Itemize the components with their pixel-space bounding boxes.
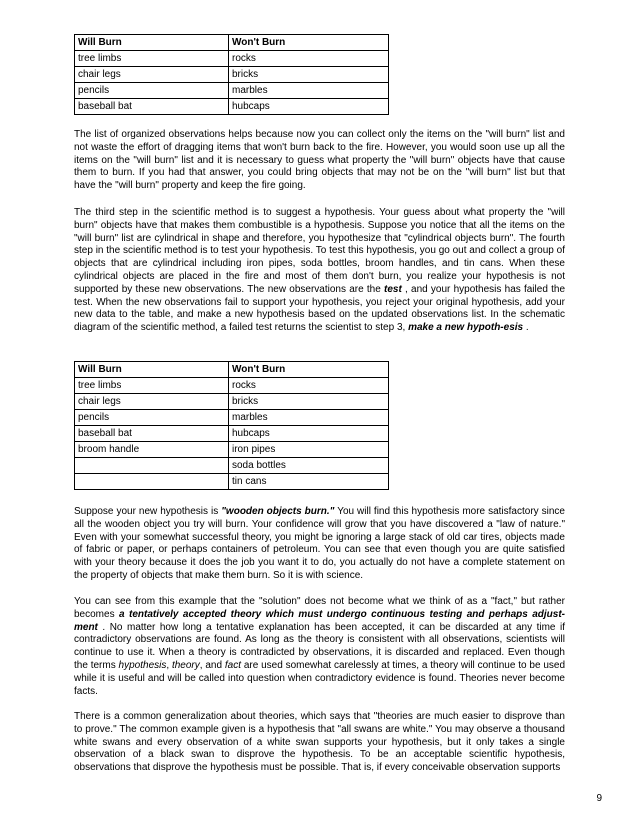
table-cell: rocks <box>229 51 389 67</box>
paragraph-swans: There is a common generalization about theories, which says that "theories are much easier to disprove than to prove." The common example given is a hypothesis that "all swans are white." You may observe a thousand white swans and every observation of a white swan supports your hypothesis, but it only takes a single observation of a black swan to disprove the hypothesis. To be an acceptable scientific hypothesis, observations that disprove the hypothesis must be possible. That is, if every conceivable observation supports <box>74 711 565 774</box>
table-row <box>75 394 389 410</box>
table-cell: soda bottles <box>229 458 389 474</box>
observations-table-2 <box>74 361 389 490</box>
table-header-will-burn: Will Burn <box>75 35 229 51</box>
table-cell: tin cans <box>229 474 389 490</box>
table-cell: marbles <box>229 410 389 426</box>
table-cell: bricks <box>229 394 389 410</box>
table-header-row <box>75 362 389 378</box>
paragraph-text: You can see from this example that the "solution" does not become what we think of as a "fact," but rather becomes <box>74 596 565 620</box>
paragraph-text: Suppose your new hypothesis is <box>74 506 222 517</box>
table-cell: iron pipes <box>229 442 389 458</box>
table-cell: bricks <box>229 67 389 83</box>
table-row <box>75 378 389 394</box>
table-row <box>75 99 389 115</box>
table-row <box>75 426 389 442</box>
table-cell-empty <box>75 458 229 474</box>
term-fact: fact <box>224 659 241 671</box>
table-cell-empty <box>75 474 229 490</box>
table-cell: chair legs <box>75 394 229 410</box>
table-row <box>75 458 389 474</box>
table-cell: baseball bat <box>75 99 229 115</box>
table-cell: baseball bat <box>75 426 229 442</box>
table-header-wont-burn: Won't Burn <box>229 35 389 51</box>
paragraph-hypothesis <box>74 207 565 335</box>
table-header-row <box>75 35 389 51</box>
paragraph-text: . <box>523 322 529 334</box>
table-cell: chair legs <box>75 67 229 83</box>
paragraph-wooden-objects <box>74 506 565 583</box>
observations-table-1 <box>74 34 389 115</box>
paragraph-organized-observations: The list of organized observations helps because now you can collect only the items on the "will burn" list and not waste the effort of dragging items that won't burn back to the fire. However, you would soon use up all the items on the "will burn" list and it is necessary to guess what property the "will burn" objects have that cause them to burn. If you had that answer, you could bring objects that may not be on the "will burn" list but that have the "will burn" property and keep the fire going. <box>74 129 565 192</box>
page-number: 9 <box>596 793 602 804</box>
term-theory: theory <box>171 659 200 671</box>
emphasis-tentatively-accepted-theory: a tentatively accepted theory which must undergo continuous testing and perhaps adjust-ment <box>74 608 566 633</box>
table-header-will-burn: Will Burn <box>75 362 229 378</box>
emphasis-make-new-hypothesis: make a new hypoth-esis <box>408 322 524 334</box>
table-cell: broom handle <box>75 442 229 458</box>
table-cell: tree limbs <box>75 51 229 67</box>
paragraph-text: are used somewhat carelessly at times, a theory will continue to be used while it is useful and will be called into question when contradictory evidence is found. Theories never become facts. <box>74 659 566 697</box>
table-cell: tree limbs <box>75 378 229 394</box>
table-row <box>75 410 389 426</box>
table-cell: hubcaps <box>229 426 389 442</box>
table-row <box>75 51 389 67</box>
paragraph-text: You will find this hypothesis more satisfactory since all the wooden object you try will burn. Your confidence will grow that you have discovered a "law of nature." Even with your somewhat successful theory, you might be ignoring a large stack of old car tires, objects made of fabric or paper, or perhaps containers of petroleum. You can see that even though you are quite satisfied with your theory because it does the job you want it to do, you actually do not have a complete statement on the property of objects that make them burn. So it is with science. <box>74 506 565 581</box>
paragraph-text: , <box>166 659 172 671</box>
table-cell: pencils <box>75 410 229 426</box>
emphasis-wooden-objects-burn: "wooden objects burn." <box>221 506 335 517</box>
table-row <box>75 442 389 458</box>
emphasis-test: test <box>384 283 402 295</box>
table-cell: rocks <box>229 378 389 394</box>
paragraph-text: , and your hypothesis has failed the test. When the new observations fail to support your hypothesis, you reject your original hypothesis, add your new data to the table, and make a new hypothesis based on the updated observations list. In the schematic diagram of the scientific method, a failed test returns the scientist to step 3, <box>74 283 566 334</box>
paragraph-solution-theory <box>74 596 565 698</box>
table-cell: pencils <box>75 83 229 99</box>
paragraph-text: , and <box>199 659 225 671</box>
table-row <box>75 83 389 99</box>
table-cell: hubcaps <box>229 99 389 115</box>
table-cell: marbles <box>229 83 389 99</box>
table-row <box>75 474 389 490</box>
table-header-wont-burn: Won't Burn <box>229 362 389 378</box>
term-hypothesis: hypothesis <box>118 659 167 671</box>
paragraph-text: The third step in the scientific method is to suggest a hypothesis. Your guess about what property the "will burn" objects have that makes them combustible is a hypothesis. Suppose you notice that all the items on the "will burn" list are cylindrical in shape and therefore, you hypothesize that "cylindrical objects burn". The fourth step in the scientific method is to test your hypothesis. To test this hypothesis, you go out and collect a group of objects that are cylindrical including iron pipes, soda bottles, broom handles, and tin cans. When these cylindrical objects are placed in the fire and most of them don't burn, you realize your hypothesis is not supported by these new observations. The new observations are the <box>74 207 565 295</box>
paragraph-text: . No matter how long a tentative explanation has been accepted, it can be discarded at any time if contradictory observations are found. As long as the theory is consistent with all observations, scientists will continue to use it. When a theory is contradicted by observations, it is discarded and replaced. Even though the terms <box>74 621 565 671</box>
table-row <box>75 67 389 83</box>
